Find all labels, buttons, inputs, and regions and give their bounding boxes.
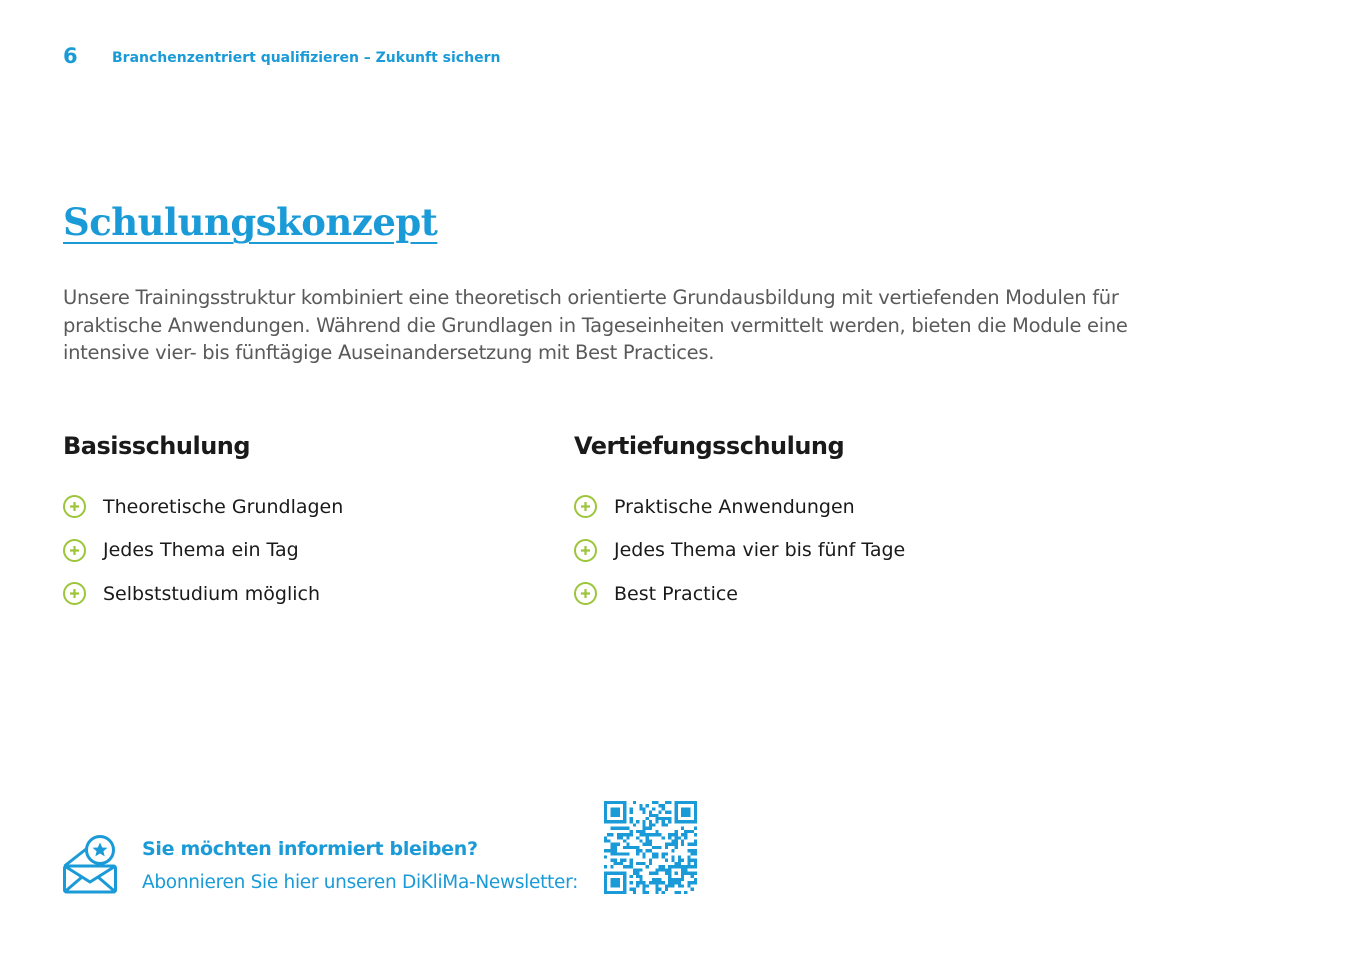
list-item-label: Praktische Anwendungen (614, 495, 855, 518)
vertiefungsschulung-column (574, 432, 1134, 616)
newsletter-heading: Sie möchten informiert bleiben? (142, 838, 478, 860)
list-item (63, 529, 543, 573)
list-item-label: Best Practice (614, 582, 739, 605)
plus-circle-icon (63, 582, 86, 605)
running-header-title: Branchenzentriert qualifizieren – Zukunft sichern (112, 50, 501, 66)
column-heading: Basisschulung (63, 432, 251, 460)
page-title: Schulungskonzept (63, 200, 438, 244)
basisschulung-column (63, 432, 543, 616)
list-item-label: Jedes Thema vier bis fünf Tage (614, 539, 906, 562)
list-item (574, 572, 1134, 616)
plus-circle-icon (574, 539, 597, 562)
newsletter-mail-icon (62, 834, 118, 894)
list-item-label: Jedes Thema ein Tag (103, 539, 299, 562)
list-item (574, 485, 1134, 529)
page-number: 6 (63, 44, 78, 68)
qr-code-icon[interactable] (604, 801, 697, 894)
plus-circle-icon (574, 495, 597, 518)
list-item-label: Theoretische Grundlagen (103, 495, 344, 518)
list-item (574, 529, 1134, 573)
list-item-label: Selbststudium möglich (103, 582, 320, 605)
column-heading: Vertiefungsschulung (574, 432, 845, 460)
list-item (63, 572, 543, 616)
newsletter-subscribe-text: Abonnieren Sie hier unseren DiKliMa-Newsletter: (142, 872, 578, 893)
feature-list (63, 485, 543, 616)
plus-circle-icon (63, 539, 86, 562)
intro-paragraph: Unsere Trainingsstruktur kombiniert eine theoretisch orientierte Grundausbildung mit vertiefenden Modulen für praktische Anwendungen. Während die Grundlagen in Tageseinheiten vermittelt werden, bieten die Module eine intensive vier- bis fünftägige Auseinandersetzung mit Best Practices. (63, 286, 1128, 364)
plus-circle-icon (574, 582, 597, 605)
list-item (63, 485, 543, 529)
feature-list (574, 485, 1134, 616)
plus-circle-icon (63, 495, 86, 518)
